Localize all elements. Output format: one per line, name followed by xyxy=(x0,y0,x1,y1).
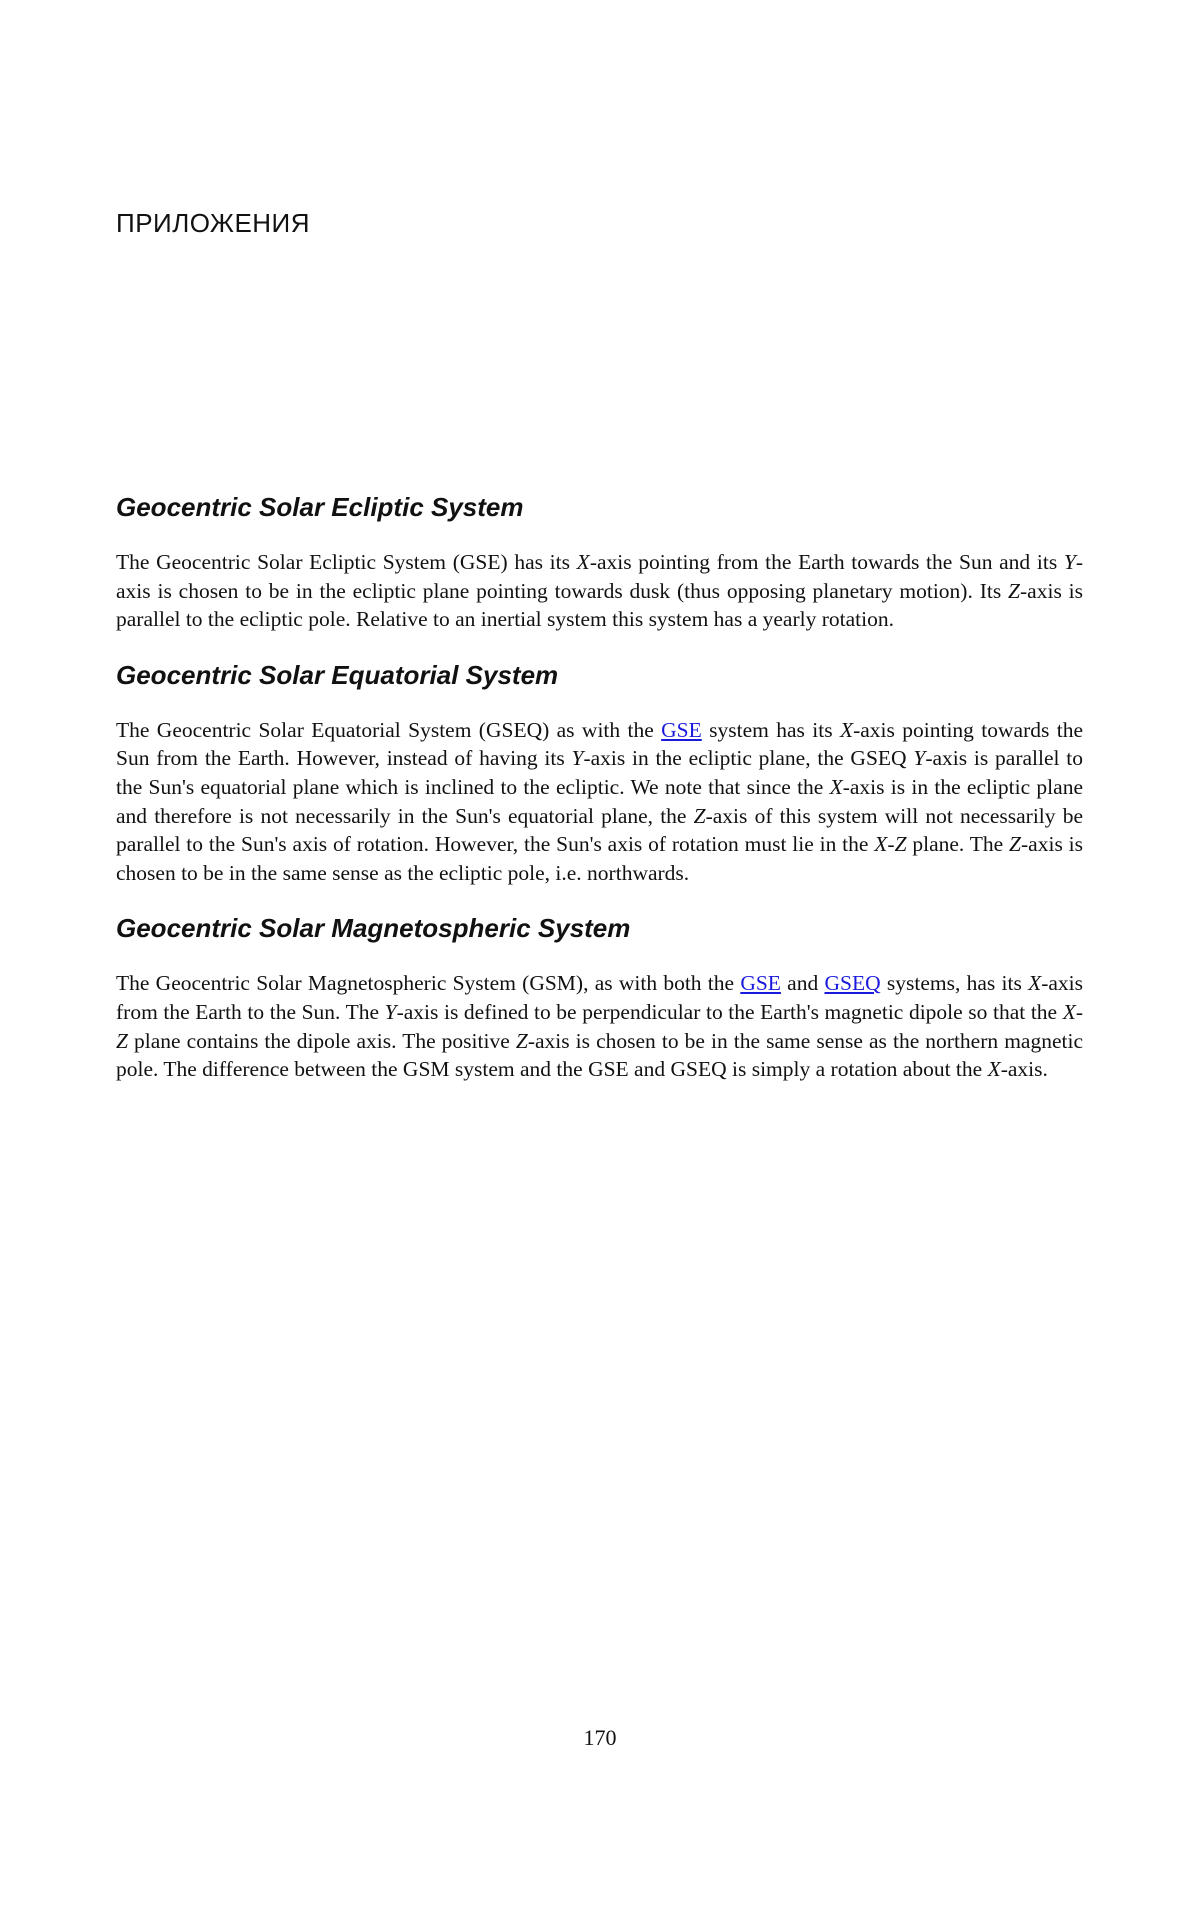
axis-symbol: X xyxy=(987,1057,1001,1082)
text-run: -axis is defined to be perpendicular to the Earth's magnetic dipole so that the xyxy=(396,999,1063,1024)
axis-symbol: X xyxy=(829,774,843,799)
axis-symbol: Y xyxy=(913,746,926,771)
section-paragraph-gse xyxy=(116,548,1083,634)
text-run: -axis in the ecliptic plane, the GSEQ xyxy=(583,746,914,771)
section-paragraph-gsm xyxy=(116,969,1083,1083)
axis-symbol: Z xyxy=(515,1028,528,1053)
section-heading-gsm: Geocentric Solar Magnetospheric System xyxy=(116,913,631,944)
text-run: The Geocentric Solar Ecliptic System (GSE) has its xyxy=(116,550,577,574)
text-run: -axis of this system will not necessarily be parallel to the Sun's axis of rotation. However, the Sun's axis of rotation must lie in the xyxy=(116,803,1083,857)
axis-symbol: X xyxy=(576,550,590,574)
running-header: ПРИЛОЖЕНИЯ xyxy=(116,208,311,238)
link-gse[interactable]: GSE xyxy=(740,971,781,996)
text-run: plane. The xyxy=(906,832,1010,857)
axis-symbol: Z xyxy=(693,803,706,828)
text-run: -axis is in the ecliptic plane and therefore is not necessarily in the Sun's equatorial plane, the xyxy=(116,774,1083,828)
link-gseq[interactable]: GSEQ xyxy=(824,971,881,996)
text-run: -axis is chosen to be in the same sense as the ecliptic pole, i.e. northwards. xyxy=(116,832,1083,885)
axis-symbol: Z xyxy=(1008,578,1021,603)
text-run: and xyxy=(780,971,825,996)
text-run: -axis is chosen to be in the ecliptic plane pointing towards dusk (thus opposing planetary motion). Its xyxy=(116,550,1084,603)
axis-symbol: X-Z xyxy=(116,999,1083,1053)
page-number: 170 xyxy=(583,1725,617,1750)
text-run: -axis. xyxy=(1000,1057,1048,1082)
text-run: -axis from the Earth to the Sun. The xyxy=(116,971,1083,1024)
text-run: -axis is chosen to be in the same sense as the northern magnetic pole. The difference between the GSM system and the GSE and GSEQ is simply a rotation about the xyxy=(116,1028,1083,1082)
text-run: The Geocentric Solar Equatorial System (GSEQ) as with the xyxy=(116,717,662,742)
text-run: -axis pointing from the Earth towards the Sun and its xyxy=(589,550,1064,574)
text-run: The Geocentric Solar Magnetospheric System (GSM), as with both the xyxy=(116,971,741,996)
axis-symbol: Y xyxy=(571,746,584,771)
axis-symbol: Z xyxy=(1009,832,1022,857)
axis-symbol: X xyxy=(839,717,854,742)
section-paragraph-gseq xyxy=(116,716,1083,888)
page-content xyxy=(116,490,1083,1108)
text-run: -axis pointing towards the Sun from the Earth. However, instead of having its xyxy=(116,717,1083,771)
text-run: -axis is parallel to the ecliptic pole. Relative to an inertial system this system has a yearly rotation. xyxy=(116,578,1083,632)
axis-symbol: Y xyxy=(1063,550,1076,574)
section-heading-gse: Geocentric Solar Ecliptic System xyxy=(116,492,524,522)
text-run: system has its xyxy=(701,717,840,742)
text-run: -axis is parallel to the Sun's equatorial plane which is inclined to the ecliptic. We note that since the xyxy=(116,746,1083,799)
axis-symbol: Y xyxy=(384,999,397,1024)
text-run: systems, has its xyxy=(880,971,1029,996)
axis-symbol: X xyxy=(1028,971,1042,996)
link-gse[interactable]: GSE xyxy=(661,717,702,742)
axis-symbol: X-Z xyxy=(874,832,907,857)
section-heading-gseq: Geocentric Solar Equatorial System xyxy=(116,659,559,690)
text-run: plane contains the dipole axis. The positive xyxy=(127,1028,516,1053)
